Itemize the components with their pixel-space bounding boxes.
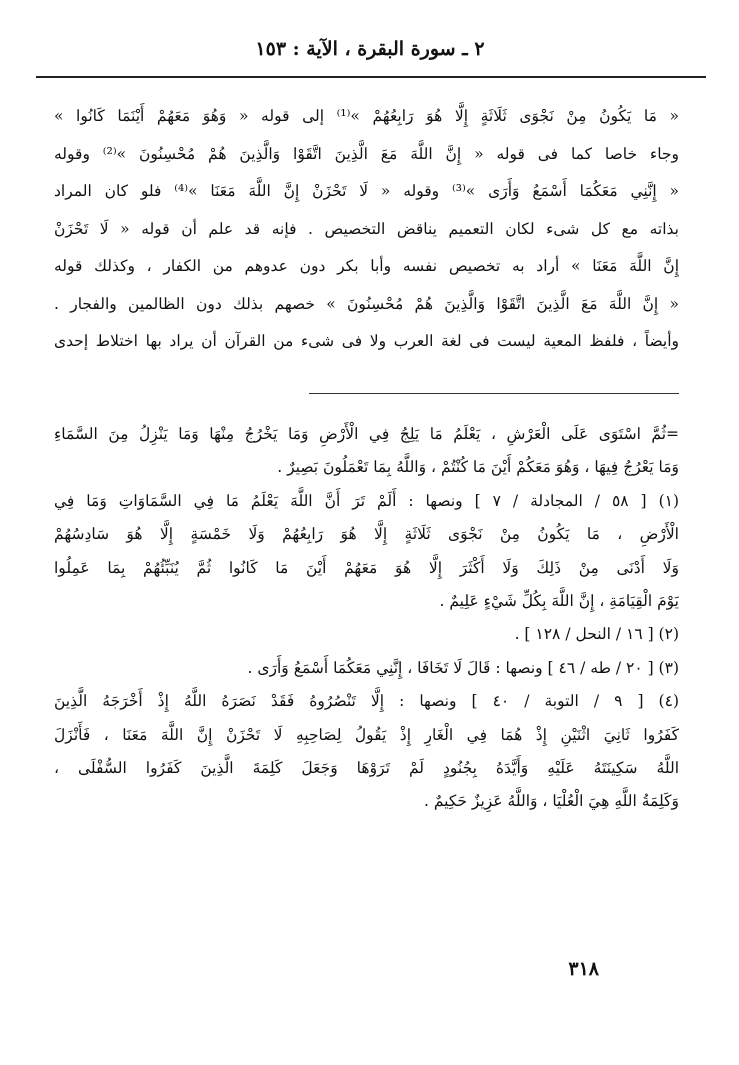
footnote-separator [309, 393, 679, 394]
text-line: وجاء خاصا كما فى قوله « إِنَّ اللَّهَ مَعَ الَّذِينَ اتَّقَوْا وَالَّذِينَ هُمْ مُحْسِنُونَ »⁽²⁾ وقوله [54, 144, 679, 163]
footnote-line: (٢) [ ١٦ / النحل / ١٢٨ ] . [514, 625, 679, 644]
main-text [54, 98, 679, 361]
footnote-line: وَمَا يَعْرُجُ فِيهَا ، وَهُوَ مَعَكُمْ أَيْنَ مَا كُنْتُمْ ، وَاللَّهُ بِمَا تَعْمَلُونَ بَصِيرٌ . [277, 458, 679, 477]
running-header: ٢ ـ سورة البقرة ، الآية : ١٥٣ [255, 38, 485, 60]
footnote-line: الْأَرْضِ ، مَا يَكُونُ مِنْ نَجْوَى ثَلَاثَةٍ إِلَّا هُوَ رَابِعُهُمْ وَلَا خَمْسَةٍ إِلَّا هُوَ سَادِسُهُمْ [54, 525, 679, 544]
footnotes [54, 418, 679, 819]
footnote-line: وَكَلِمَةُ اللَّهِ هِيَ الْعُلْيَا ، وَاللَّهُ عَزِيزٌ حَكِيمٌ . [424, 792, 679, 811]
text-line: « مَا يَكُونُ مِنْ نَجْوَى ثَلَاثَةٍ إِلَّا هُوَ رَابِعُهُمْ »⁽¹⁾ إلى قوله « وَهُوَ مَعَهُمْ أَيْنَمَا كَانُوا » [54, 107, 679, 125]
footnote-line: =ثُمَّ اسْتَوَى عَلَى الْعَرْشِ ، يَعْلَمُ مَا يَلِجُ فِي الْأَرْضِ وَمَا يَخْرُجُ مِنْهَا وَمَا يَنْزِلُ مِنَ السَّمَاءِ [54, 425, 679, 443]
header-rule [36, 76, 706, 78]
footnote-line: كَفَرُوا ثَانِيَ اثْنَيْنِ إِذْ هُمَا فِي الْغَارِ إِذْ يَقُولُ لِصَاحِبِهِ لَا تَحْزَنْ إِنَّ اللَّهَ مَعَنَا ، فَأَنْزَلَ [54, 725, 679, 744]
footnote-line: (١) [ ٥٨ / المجادلة / ٧ ] ونصها : أَلَمْ تَرَ أَنَّ اللَّهَ يَعْلَمُ مَا فِي السَّمَاوَاتِ وَمَا فِي [54, 491, 679, 510]
page-number: ٣١٨ [568, 958, 599, 980]
text-line: « إِنَّ اللَّهَ مَعَ الَّذِينَ اتَّقَوْا وَالَّذِينَ هُمْ مُحْسِنُونَ » خصهم بذلك دون الظالمين والفجار . [54, 294, 679, 313]
footnote-line: وَلَا أَدْنَى مِنْ ذَلِكَ وَلَا أَكْثَرَ إِلَّا هُوَ مَعَهُمْ أَيْنَ مَا كَانُوا ثُمَّ يُنَبِّئُهُمْ بِمَا عَمِلُوا [54, 558, 679, 577]
footnote-line: اللَّهُ سَكِينَتَهُ عَلَيْهِ وَأَيَّدَهُ بِجُنُودٍ لَمْ تَرَوْهَا وَجَعَلَ كَلِمَةَ الَّذِينَ كَفَرُوا السُّفْلَى ، [54, 758, 679, 777]
footnote-line: (٣) [ ٢٠ / طه / ٤٦ ] ونصها : قَالَ لَا تَخَافَا ، إِنَّنِي مَعَكُمَا أَسْمَعُ وَأَرَى . [247, 658, 679, 677]
footnote-line: (٤) [ ٩ / التوبة / ٤٠ ] ونصها : إِلَّا تَنْصُرُوهُ فَقَدْ نَصَرَهُ اللَّهُ إِذْ أَخْرَجَهُ الَّذِينَ [54, 692, 679, 711]
text-line: إِنَّ اللَّهَ مَعَنَا » أراد به تخصيص نفسه وأبا بكر دون عدوهم من الكفار ، وكذلك قوله [54, 257, 679, 275]
text-line: وأيضاً ، فلفظ المعية ليست فى لغة العرب ولا فى شىء من القرآن أن يراد بها اختلاط إحدى [54, 332, 679, 350]
footnote-line: يَوْمَ الْقِيَامَةِ ، إِنَّ اللَّهَ بِكُلِّ شَيْءٍ عَلِيمٌ . [439, 591, 679, 610]
text-line: بذاته مع كل شىء لكان التعميم يناقض التخصيص . فإنه قد علم أن قوله « لَا تَحْزَنْ [54, 219, 679, 238]
text-line: « إِنَّنِي مَعَكُمَا أَسْمَعُ وَأَرَى »⁽³⁾ وقوله « لَا تَحْزَنْ إِنَّ اللَّهَ مَعَنَا »⁽⁴⁾ فلو كان المراد [54, 182, 679, 200]
